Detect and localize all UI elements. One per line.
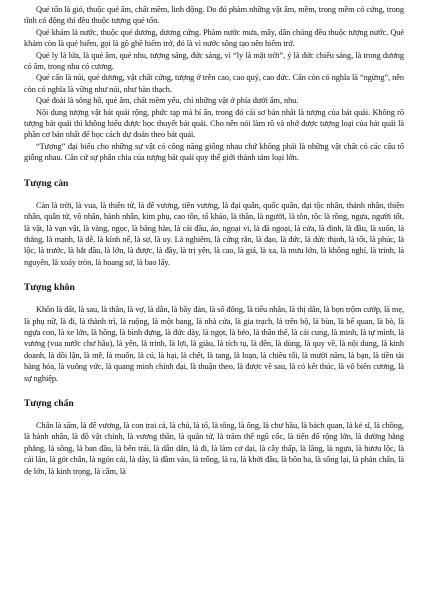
intro-paragraph-ton: Quẻ tốn là gió, thuộc quẻ âm, chất mềm, linh động. Do đó phàm những vật âm, mềm, trong mềm có cứng, trong tĩnh có động thì đều thuộc tượng quẻ tốn. bbox=[24, 5, 404, 26]
intro-paragraph-kham: Quẻ khảm là nước, thuộc quẻ dương, dương cứng. Phàm nước mưa, mây, dân chúng đều thuộc tượng nước. Quẻ khảm còn là quẻ hiểm, gọi là gồ ghề hiểm trở, đó là vì nước sông tạo nên hiểm trở. bbox=[24, 27, 404, 49]
intro-paragraph-can-mountain: Quẻ cấn là núi, quẻ dương, vật chất cứng, tượng ở trên cao, cao quý, cao đức. Cấn còn có nghĩa là “ngừng”, nên còn có nghĩa là vững như núi, như bàn thạch. bbox=[24, 73, 404, 94]
intro-paragraph-tuong: “Tượng” đại biểu cho những sự vật có công năng giống nhau chứ không phải là những vật chất có các cấu tố giống nhau. Căn cứ sự phân chia của tượng bát quái quy thế giới thành tám loại lớn. bbox=[24, 141, 404, 163]
intro-paragraph-ly: Quẻ ly là lửa, là quẻ âm, quẻ nhu, tượng sáng, đức sáng, vì “ly là mặt trời”, ý là đức chiếu sáng, là trong dương có âm, trong nhu có cương. bbox=[24, 50, 404, 72]
intro-paragraph-doai: Quẻ đoài là sông hồ, quẻ âm, chất mềm yếu, chỉ những vật ở phía dưới ẩm, nhu. bbox=[36, 96, 299, 106]
section-text-khon: Khôn là đất, là sau, là thần, là vợ, là dân, là bầy đàn, là số đông, là tiểu nhân, là thị dân, là bọn trộm cướp, là mẹ, là phụ nữ, là đi, là thành trì, là ruộng, là một bang, là nhà cửa, là gia trạch, là trên bộ, là bùn, là bể quan, là bò, là ngựa con, là xe lớn, là hồng, là bình đựng, là đức dày, là ngọt, là béo, là thân thể, là cái cung, là minh, là tự mình, là vương (vua nước chư hầu), là yên, là trinh, là lợi, là giàu, là tích tụ, là đến, là dùng, là quy về, là nội dung, là kinh doanh, là dồi lận, là mê, là muốn, là cú, là hại, là chết, là tang, là loạn, là chiều tối, là mười năm, là bạn, là tiền tài hàng hóa, là vuông vức, là quang minh chính đại, là thuận theo, là được về sau, là có kết thúc, là vô biên cương, là sự nghiệp. bbox=[24, 305, 404, 383]
section-text-can: Càn là trời, là vua, là thiên tử, là đế vương, tiên vương, là đại quân, quốc quân, đại tộc nhân, thánh nhân, thiện nhân, quân tử, võ nhân, hành nhân, kim phụ, cao tôn, tổ khảo, là thần, là người, là tôn, tộc là rồng, ngựa, người tốt, là vật, là vạn vật, là vàng, ngọc, là băng hàn, là cái đầu, áo, ngoại vi, là đã ngoại, là cửa, là đinh, là đầu, là suốn, là thẳng, là mạnh, là dễ, là kính nể, là sợ, là uy. Là nghiêm, là cứng rắn, là đạo, là đức, là đức thịnh, là tốt, là phúc, là lộc, là trước, là bắt đầu, là lớn, là được, là đầy, là trị yên, là cao, là giá, là xa, là mưu lớn, là không nghỉ, là trinh, là nguyên, là xoáy tròn, là hoang sơ, là bao lấy. bbox=[24, 200, 404, 267]
section-heading-khon: Tượng khôn bbox=[24, 282, 75, 294]
section-heading-chan: Tượng chấn bbox=[24, 397, 74, 409]
intro-paragraph-content: Nội dung tượng vật bát quái rộng, phức tạp mà bí ẩn, trong đó cái sơ bản nhất là tượng của bát quái. Không rõ tượng bát quái thì không hiểu được học thuyết bát quái. Cho nên nói làm rõ và nhớ được tượng loại của bát quái là phần cơ bản nhất để học cách dự đoán theo bát quái. bbox=[24, 107, 404, 140]
section-heading-can: Tượng càn bbox=[24, 177, 69, 189]
section-text-chan: Chấn là sấm, là đế vương, là con trai cả, là chủ, là tổ, là tông, là ông, là chư hầu, là bách quan, là kẻ sĩ, là chồng, là hành nhân, là đồ vật chính, là vương thần, là quân tử, là trăm thế ngũ cốc, là tiến đổ rộng lớn, là đường bằng phẳng, là sông, là ban đầu, là bên trái, là dẫn dắn, là đi, là làm cơ dại, là cây thấp, là lăng, là ngựa, là hươu lộc, là cái lăn, là gót chân, là ngón cái, là dày, là đầm vào, là trống, là ra, là khởi đầu, là bôn ba, là sống lại, là phản chấn, là dẹ lớn, là kinh trọng, là cầm, là bbox=[24, 420, 404, 476]
document-page bbox=[24, 4, 404, 600]
